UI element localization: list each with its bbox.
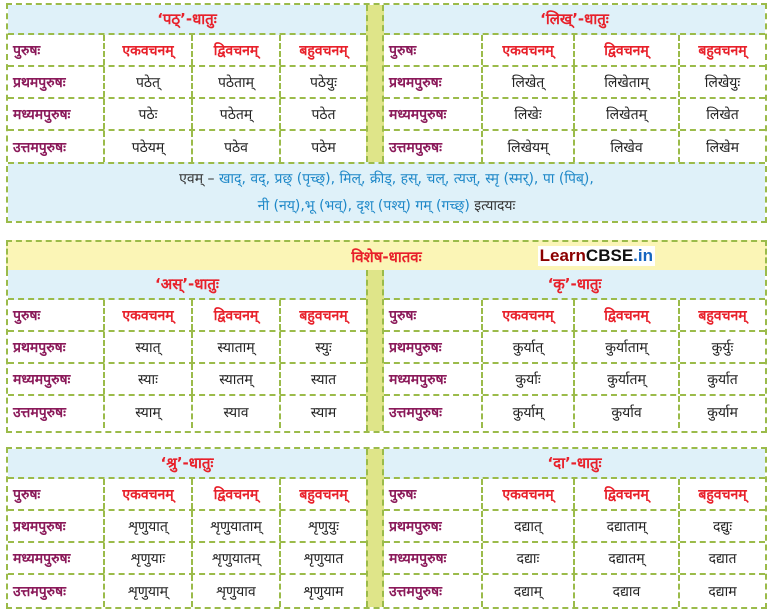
table-row bbox=[384, 511, 765, 543]
column-header: पुरुषः bbox=[389, 42, 417, 59]
learncbse-logo bbox=[538, 246, 655, 266]
form-cell: लिखेयुः bbox=[678, 67, 765, 97]
table-row bbox=[8, 511, 366, 543]
table-row bbox=[384, 67, 765, 99]
column-header: पुरुषः bbox=[13, 486, 41, 503]
form-cell: लिखेताम् bbox=[573, 67, 678, 97]
form-cell: स्यात् bbox=[103, 332, 191, 362]
table-row bbox=[384, 99, 765, 131]
form-cell: पठेत् bbox=[103, 67, 191, 97]
logo-part: Learn bbox=[539, 246, 586, 265]
table-row bbox=[384, 396, 765, 428]
row-label: मध्यमपुरुषः bbox=[389, 550, 447, 567]
form-cell: पठेत bbox=[279, 99, 366, 129]
column-header: बहुवचनम् bbox=[279, 35, 366, 65]
table-row bbox=[384, 131, 765, 163]
column-header: द्विवचनम् bbox=[573, 35, 678, 65]
table-row bbox=[384, 332, 765, 364]
form-cell: पठेतम् bbox=[191, 99, 279, 129]
form-cell: स्युः bbox=[279, 332, 366, 362]
table-path bbox=[8, 5, 366, 163]
column-header: पुरुषः bbox=[13, 307, 41, 324]
column-header: द्विवचनम् bbox=[191, 35, 279, 65]
row-label: मध्यमपुरुषः bbox=[389, 106, 447, 123]
form-cell: दद्याताम् bbox=[573, 511, 678, 541]
form-cell: लिखेव bbox=[573, 131, 678, 163]
table-title: ‘पठ्’-धातुः bbox=[8, 5, 366, 35]
column-header: एकवचनम् bbox=[481, 300, 573, 330]
form-cell: लिखेत् bbox=[481, 67, 573, 97]
form-cell: दद्याव bbox=[573, 575, 678, 607]
table-title: ‘अस्’-धातुः bbox=[8, 270, 366, 300]
form-cell: स्यात bbox=[279, 364, 366, 394]
row-label: प्रथमपुरुषः bbox=[389, 518, 442, 535]
form-cell: स्याव bbox=[191, 396, 279, 428]
form-cell: स्याम bbox=[279, 396, 366, 428]
header-row bbox=[8, 479, 366, 511]
table-row bbox=[8, 396, 366, 428]
form-cell: शृणुयाव bbox=[191, 575, 279, 607]
note-list-2: नी (नय्),भू (भव्), दृश् (पश्य्) गम् (गच्छ्) bbox=[257, 198, 470, 214]
form-cell: शृणुयुः bbox=[279, 511, 366, 541]
table-row bbox=[8, 364, 366, 396]
form-cell: शृणुयाः bbox=[103, 543, 191, 573]
row-label: मध्यमपुरुषः bbox=[13, 550, 71, 567]
block-as-kr bbox=[6, 270, 767, 433]
row-label: मध्यमपुरुषः bbox=[13, 371, 71, 388]
form-cell: पठेव bbox=[191, 131, 279, 163]
table-da bbox=[384, 449, 765, 607]
form-cell: दद्याः bbox=[481, 543, 573, 573]
row-label: प्रथमपुरुषः bbox=[389, 74, 442, 91]
row-label: उत्तमपुरुषः bbox=[389, 139, 442, 156]
form-cell: लिखेम bbox=[678, 131, 765, 163]
form-cell: कुर्याव bbox=[573, 396, 678, 428]
table-row bbox=[384, 543, 765, 575]
header-row bbox=[384, 479, 765, 511]
table-title: ‘कृ’-धातुः bbox=[384, 270, 765, 300]
form-cell: पठेम bbox=[279, 131, 366, 163]
row-label: प्रथमपुरुषः bbox=[13, 518, 66, 535]
form-cell: दद्यात् bbox=[481, 511, 573, 541]
separator bbox=[366, 5, 384, 162]
row-label: उत्तमपुरुषः bbox=[13, 139, 66, 156]
note-end: इत्यादयः bbox=[474, 198, 516, 214]
table-row bbox=[8, 99, 366, 131]
column-header: पुरुषः bbox=[389, 307, 417, 324]
header-row bbox=[384, 35, 765, 67]
table-title: ‘दा’-धातुः bbox=[384, 449, 765, 479]
row-label: उत्तमपुरुषः bbox=[389, 583, 442, 600]
form-cell: दद्याम bbox=[678, 575, 765, 607]
row-label: मध्यमपुरुषः bbox=[13, 106, 71, 123]
column-header: बहुवचनम् bbox=[279, 479, 366, 509]
form-cell: लिखेयम् bbox=[481, 131, 573, 163]
form-cell: कुर्यातम् bbox=[573, 364, 678, 394]
row-label: प्रथमपुरुषः bbox=[389, 339, 442, 356]
special-roots-band bbox=[6, 240, 767, 272]
row-label: उत्तमपुरुषः bbox=[389, 404, 442, 421]
form-cell: स्याताम् bbox=[191, 332, 279, 362]
row-label: प्रथमपुरुषः bbox=[13, 339, 66, 356]
column-header: पुरुषः bbox=[389, 486, 417, 503]
table-row bbox=[8, 332, 366, 364]
form-cell: स्यातम् bbox=[191, 364, 279, 394]
note-lead: एवम् – bbox=[179, 171, 215, 187]
column-header: द्विवचनम् bbox=[191, 300, 279, 330]
separator bbox=[366, 270, 384, 431]
header-row bbox=[8, 300, 366, 332]
row-label: उत्तमपुरुषः bbox=[13, 583, 66, 600]
table-title: ‘श्रु’-धातुः bbox=[8, 449, 366, 479]
form-cell: कुर्याम् bbox=[481, 396, 573, 428]
form-cell: कुर्याताम् bbox=[573, 332, 678, 362]
form-cell: दद्याम् bbox=[481, 575, 573, 607]
form-cell: दद्यातम् bbox=[573, 543, 678, 573]
column-header: बहुवचनम् bbox=[279, 300, 366, 330]
header-row bbox=[8, 35, 366, 67]
form-cell: कुर्याः bbox=[481, 364, 573, 394]
table-row bbox=[384, 364, 765, 396]
form-cell: कुर्याम bbox=[678, 396, 765, 428]
form-cell: पठेताम् bbox=[191, 67, 279, 97]
form-cell: दद्यात bbox=[678, 543, 765, 573]
table-title: ‘लिख्’-धातुः bbox=[384, 5, 765, 35]
table-row bbox=[8, 543, 366, 575]
form-cell: पठेयुः bbox=[279, 67, 366, 97]
table-kr bbox=[384, 270, 765, 428]
row-label: प्रथमपुरुषः bbox=[13, 74, 66, 91]
logo-part: CBSE bbox=[585, 246, 634, 265]
separator bbox=[366, 449, 384, 607]
column-header: द्विवचनम् bbox=[573, 479, 678, 509]
row-label: उत्तमपुरुषः bbox=[13, 404, 66, 421]
form-cell: लिखेः bbox=[481, 99, 573, 129]
column-header: बहुवचनम् bbox=[678, 479, 765, 509]
table-shru bbox=[8, 449, 366, 607]
table-row bbox=[8, 575, 366, 607]
column-header: एकवचनम् bbox=[481, 35, 573, 65]
form-cell: दद्युः bbox=[678, 511, 765, 541]
column-header: बहुवचनम् bbox=[678, 300, 765, 330]
column-header: एकवचनम् bbox=[103, 35, 191, 65]
form-cell: कुर्युः bbox=[678, 332, 765, 362]
block-shru-da bbox=[6, 447, 767, 609]
band-title: विशेष-धातवः bbox=[351, 248, 422, 266]
form-cell: स्याम् bbox=[103, 396, 191, 428]
column-header: द्विवचनम् bbox=[191, 479, 279, 509]
table-as bbox=[8, 270, 366, 428]
form-cell: शृणुयात bbox=[279, 543, 366, 573]
table-row bbox=[384, 575, 765, 607]
form-cell: पठेयम् bbox=[103, 131, 191, 163]
row-label: मध्यमपुरुषः bbox=[389, 371, 447, 388]
column-header: पुरुषः bbox=[13, 42, 41, 59]
form-cell: लिखेत bbox=[678, 99, 765, 129]
form-cell: शृणुयाम bbox=[279, 575, 366, 607]
form-cell: कुर्यात् bbox=[481, 332, 573, 362]
form-cell: शृणुयाम् bbox=[103, 575, 191, 607]
form-cell: शृणुयातम् bbox=[191, 543, 279, 573]
form-cell: शृणुयात् bbox=[103, 511, 191, 541]
column-header: एकवचनम् bbox=[103, 479, 191, 509]
form-cell: पठेः bbox=[103, 99, 191, 129]
note-list-1: खाद्, वद्, प्रछ् (पृच्छ्), मिल्, क्रीड्, हस्, चल्, त्यज्, स्मृ (स्मर्), पा (पिब्), bbox=[218, 171, 594, 187]
form-cell: शृणुयाताम् bbox=[191, 511, 279, 541]
table-likh bbox=[384, 5, 765, 163]
form-cell: स्याः bbox=[103, 364, 191, 394]
table-row bbox=[8, 67, 366, 99]
header-row bbox=[384, 300, 765, 332]
column-header: बहुवचनम् bbox=[678, 35, 765, 65]
block-path-likh bbox=[6, 3, 767, 223]
similar-roots-note bbox=[8, 162, 765, 221]
form-cell: लिखेतम् bbox=[573, 99, 678, 129]
column-header: एकवचनम् bbox=[481, 479, 573, 509]
form-cell: कुर्यात bbox=[678, 364, 765, 394]
logo-part: .in bbox=[633, 246, 653, 265]
column-header: द्विवचनम् bbox=[573, 300, 678, 330]
table-row bbox=[8, 131, 366, 163]
column-header: एकवचनम् bbox=[103, 300, 191, 330]
